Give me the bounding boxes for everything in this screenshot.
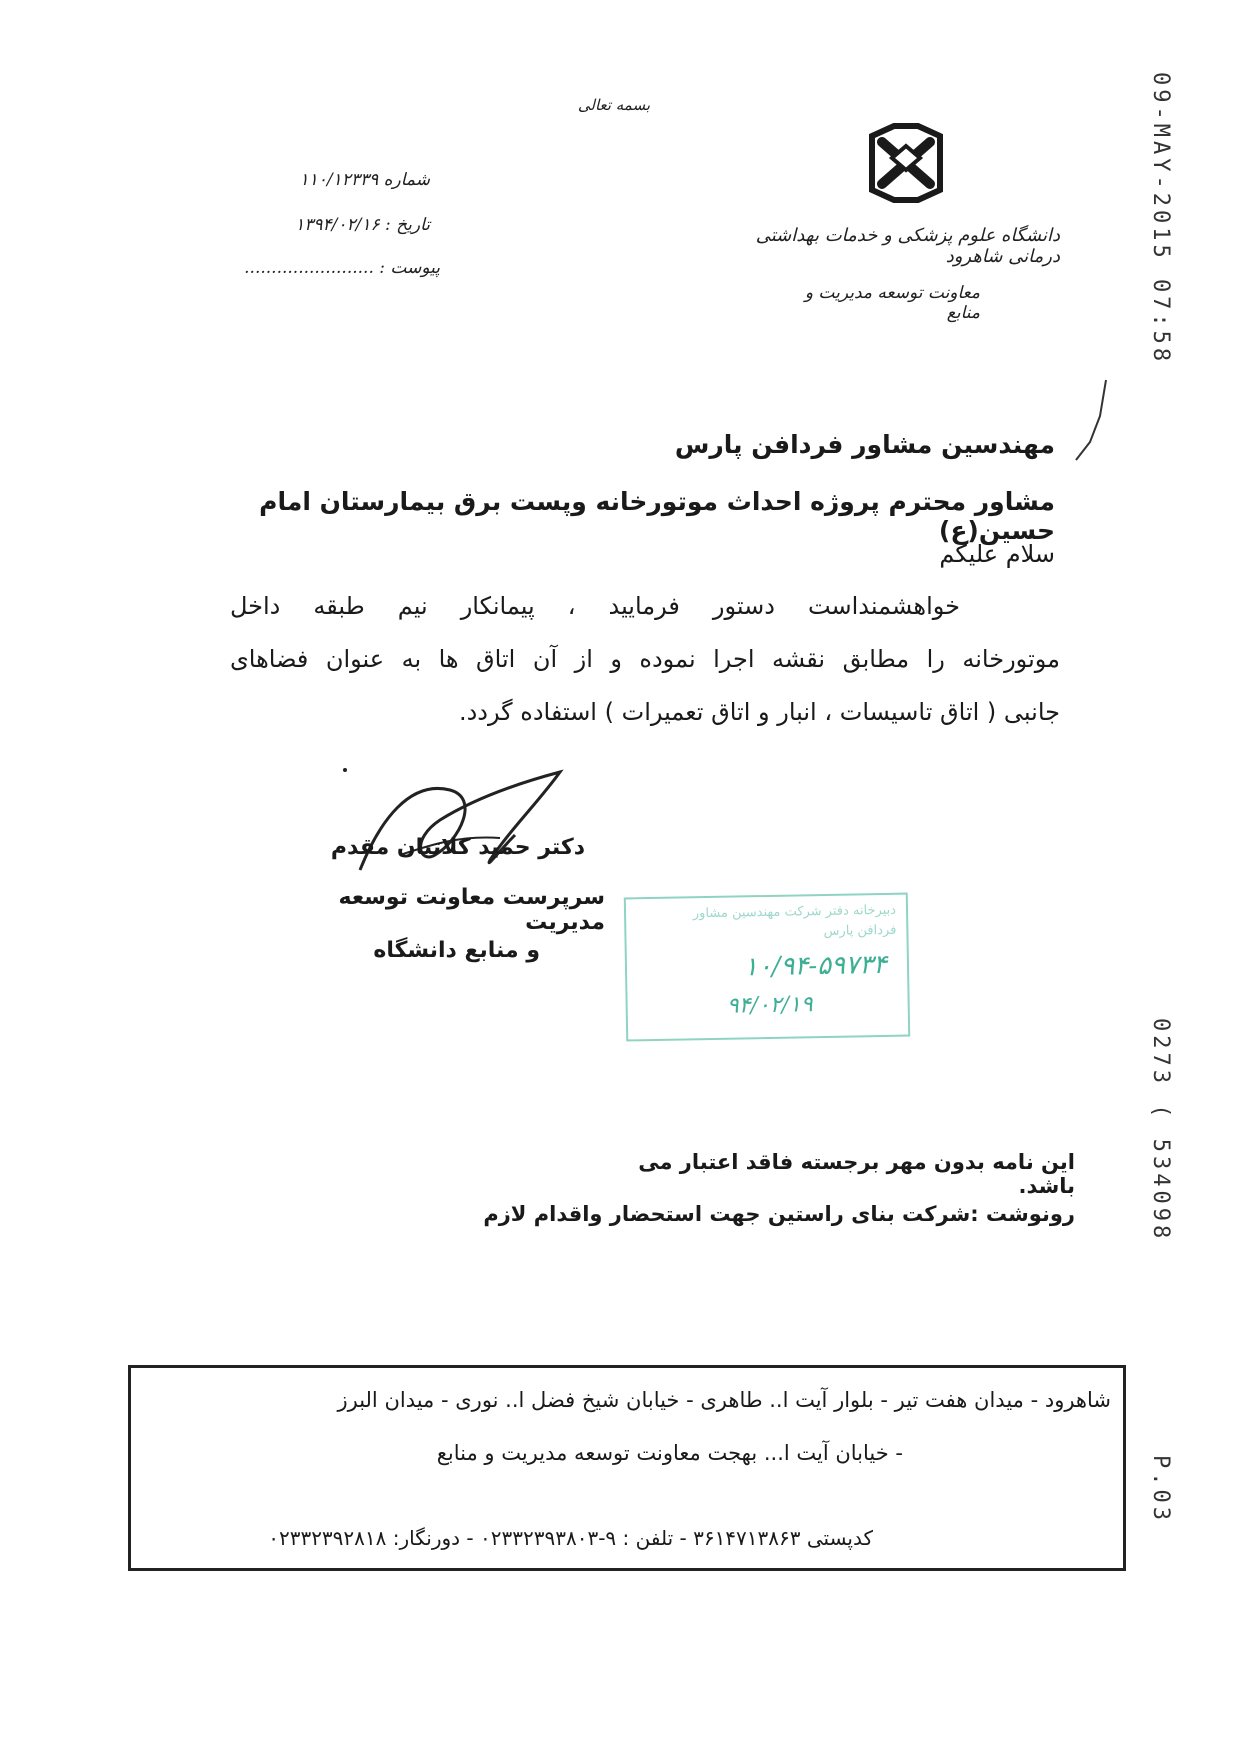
recipient-company: مهندسین مشاور فردافن پارس: [674, 430, 1055, 459]
handwritten-slash-icon: [1070, 376, 1110, 466]
letter-date: تاریخ : ۱۳۹۴/۰۲/۱۶: [295, 215, 430, 235]
stamp-number: ۱۰/۹۴-۵۹۷۳۴: [743, 949, 888, 983]
university-logo-icon: [858, 118, 954, 208]
fax-header-id: 0273 ( 534098: [1148, 1018, 1173, 1243]
signer-name: دکتر حمید کلاتیان مقدم: [330, 835, 585, 860]
letter-number: شماره ۱۱۰/۱۲۳۳۹: [299, 170, 430, 190]
fax-header-timestamp: 09-MAY-2015 07:58: [1148, 72, 1173, 366]
stamp-line-1: دبیرخانه دفتر شرکت مهندسین مشاور: [692, 902, 897, 922]
receipt-stamp: [624, 893, 910, 1042]
university-name: دانشگاه علوم پزشکی و خدمات بهداشتی درمانی شاهرود: [755, 225, 1060, 267]
body-line-3: جانبی ( اتاق تاسیسات ، انبار و اتاق تعمیرات ) استفاده گردد.: [458, 698, 1060, 726]
validity-note: این نامه بدون مهر برجسته فاقد اعتبار می باشد.: [638, 1150, 1075, 1198]
top-note: بسمه تعالی: [577, 96, 650, 114]
handwritten-signature-icon: [340, 760, 590, 890]
fax-page-number: P.03: [1148, 1455, 1173, 1524]
body-line-2: موتورخانه را مطابق نقشه اجرا نموده و از آن اتاق ها به عنوان فضاهای: [230, 645, 1060, 673]
footer-address-1: شاهرود - میدان هفت تیر - بلوار آیت ا.. طاهری - خیابان شیخ فضل ا.. نوری - میدان البرز: [337, 1388, 1111, 1412]
signer-title: سرپرست معاونت توسعه مدیریت: [338, 885, 605, 935]
footer-contact: کدپستی ۳۶۱۴۷۱۳۸۶۳ - تلفن : ۹-۰۲۳۳۲۳۹۳۸۰۳ - دورنگار: ۰۲۳۳۲۳۹۲۸۱۸: [268, 1526, 873, 1550]
footer-address-2: - خیابان آیت ا... بهجت معاونت توسعه مدیریت و منابع: [436, 1441, 903, 1465]
stamp-line-2: فردافن پارس: [823, 922, 897, 940]
footer-box: [128, 1365, 1126, 1571]
recipient-subject: مشاور محترم پروژه احداث موتورخانه وپست برق بیمارستان امام حسین(ع): [259, 487, 1055, 545]
greeting: سلام علیکم: [939, 540, 1055, 568]
stamp-date: ۹۴/۰۲/۱۹: [726, 992, 813, 1019]
body-line-1: خواهشمنداست دستور فرمایید ، پیمانکار نیم طبقه داخل: [230, 592, 960, 620]
signer-title-line2: و منابع دانشگاه: [373, 938, 540, 963]
letter-attachment: پیوست : ........................: [244, 258, 440, 278]
cc-note: رونوشت :شرکت بنای راستین جهت استحضار واقدام لازم: [483, 1202, 1075, 1226]
department-name: معاونت توسعه مدیریت و منابع: [804, 283, 980, 323]
